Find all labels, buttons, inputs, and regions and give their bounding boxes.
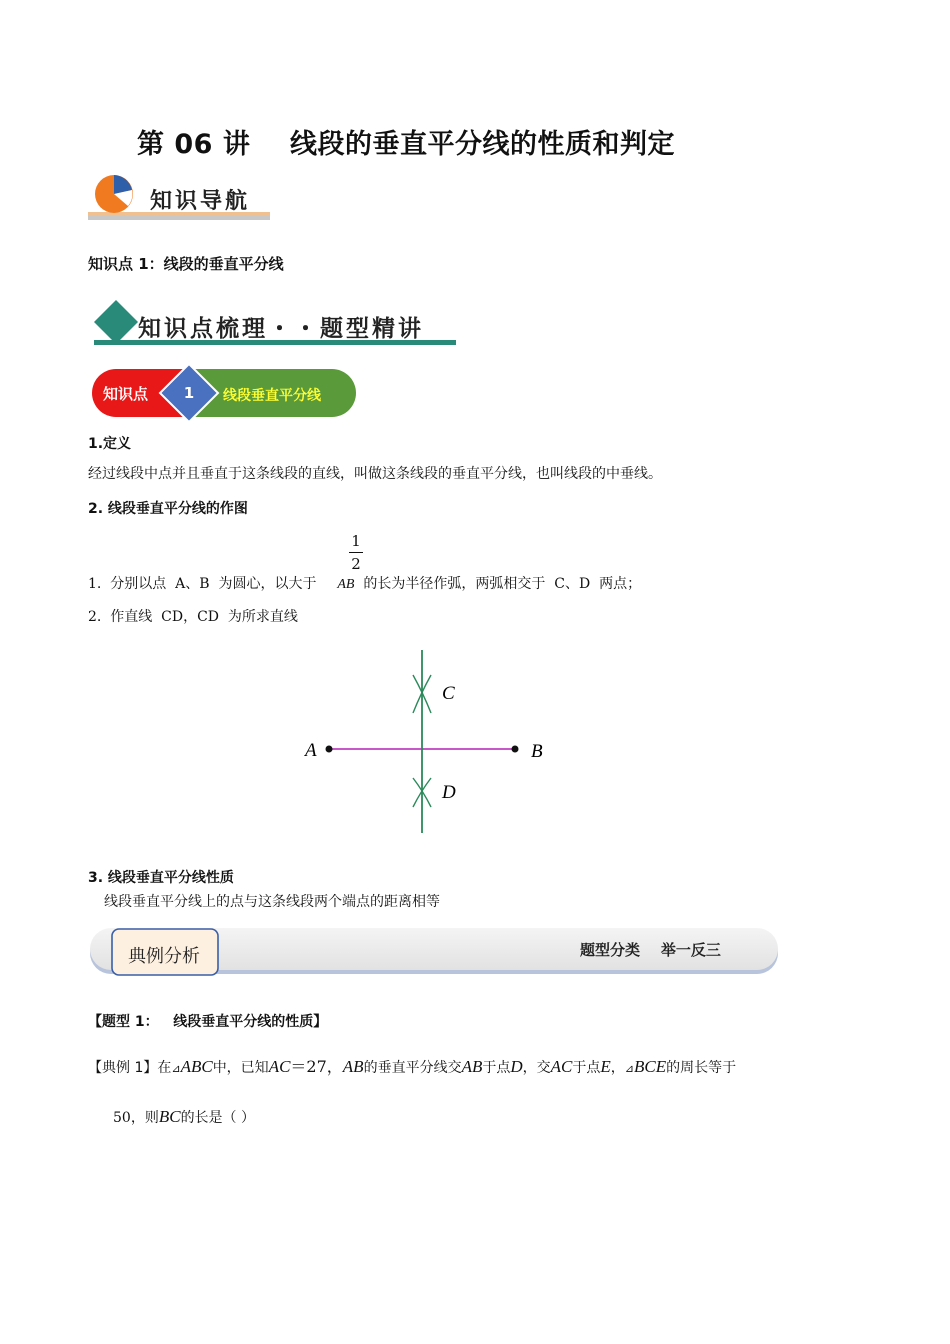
fraction-denominator: 2 [351, 555, 361, 573]
section-1-heading: 1.定义 [88, 436, 132, 452]
page-title: 第 06 讲 线段的垂直平分线的性质和判定 [137, 129, 675, 160]
label-a: A [305, 740, 317, 761]
label-b: B [531, 741, 543, 762]
example-1-line-1 [88, 1056, 736, 1080]
var-ac: AC [550, 1057, 573, 1076]
label-c: C [442, 683, 455, 704]
step-1-var: AB [337, 577, 355, 592]
perpendicular-bisector-diagram [295, 645, 565, 840]
value-27: ＝27， [290, 1057, 343, 1076]
knowledge-summary-banner [90, 298, 460, 350]
knowledge-point-pill [88, 362, 360, 424]
fraction-one-half [349, 532, 363, 573]
example-1-text: 的周长等于 [666, 1060, 737, 1076]
section-1-text: 经过线段中点并且垂直于这条线段的直线，叫做这条线段的垂直平分线，也叫线段的中垂线。 [88, 466, 662, 482]
example-1-text: ， [610, 1060, 625, 1076]
var-bce: BCE [633, 1057, 667, 1076]
triangle-symbol: ⊿ [624, 1062, 634, 1075]
var-e: E [600, 1057, 611, 1076]
example-1-text: 50，则 [113, 1110, 159, 1126]
example-1-text: ，交 [522, 1060, 551, 1076]
var-d: D [510, 1057, 523, 1076]
step-1-before: 1. 分别以点 A、B 为圆心，以大于 [88, 576, 317, 592]
kp-banner-text: 知识点梳理・・题型精讲 [138, 316, 424, 342]
knowledge-point-heading: 知识点 1：线段的垂直平分线 [88, 255, 284, 273]
example-label: 典例分析 [128, 946, 200, 967]
knowledge-navigation-banner [88, 170, 273, 224]
example-1-text: 于点 [572, 1060, 601, 1076]
var-ab: AB [342, 1057, 364, 1076]
section-3-text: 线段垂直平分线上的点与这条线段两个端点的距离相等 [104, 894, 440, 910]
point-a [326, 746, 333, 753]
point-b [512, 746, 519, 753]
section-2-heading: 2. 线段垂直平分线的作图 [88, 501, 248, 517]
example-1-text: 的垂直平分线交 [363, 1060, 462, 1076]
step-1-after: 的长为半径作弧，两弧相交于 C、D 两点； [363, 576, 642, 592]
section-3-heading: 3. 线段垂直平分线性质 [88, 870, 234, 886]
var-abc: ABC [180, 1057, 213, 1076]
example-1-text: 中，已知 [212, 1060, 269, 1076]
example-1-text: 于点 [482, 1060, 511, 1076]
var-ab: AB [461, 1057, 483, 1076]
example-1-text: 的长是（ ） [180, 1110, 256, 1126]
fraction-numerator: 1 [351, 532, 361, 550]
question-type-heading: 【题型 1： 线段垂直平分线的性质】 [88, 1014, 328, 1030]
var-ac: AC [268, 1057, 291, 1076]
example-1-tag: 【典例 1】 [88, 1060, 158, 1076]
pill-label: 知识点 [103, 385, 149, 403]
step-1-text [88, 573, 641, 596]
var-bc: BC [158, 1107, 181, 1126]
example-analysis-banner [88, 922, 782, 980]
step-2-text: 2. 作直线 CD，CD 为所求直线 [88, 609, 298, 625]
example-1-line-2 [113, 1106, 255, 1129]
pill-topic: 线段垂直平分线 [223, 388, 321, 404]
label-d: D [442, 782, 456, 803]
example-right-label: 题型分类 举一反三 [580, 941, 721, 959]
pill-number: 1 [183, 384, 195, 402]
nav-banner-text: 知识导航 [150, 189, 251, 214]
example-1-text: 在 [157, 1060, 172, 1076]
triangle-symbol: ⊿ [171, 1062, 181, 1075]
